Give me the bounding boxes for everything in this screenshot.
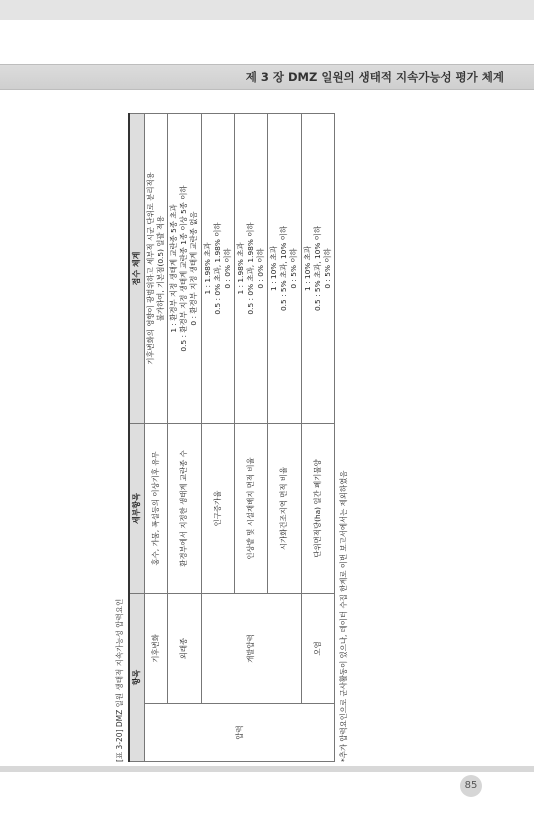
criteria-cell: 1 : 환경부 지정 생태계 교란종 5종 초과 0.5 : 환경부 지정 생태계 교란종 1종 이상 5종 이하 0 : 환경부 지정 생태계 교란종 없음 [168,114,201,424]
page-number: 85 [460,775,482,797]
chapter-header [0,64,534,90]
category-cell: 기후변화 [145,594,168,704]
header-criteria: 점수 체계 [129,114,145,424]
table-row [145,114,168,762]
table-row [201,114,234,762]
group-label: 압력 [145,704,335,762]
item-cell: 단위면적당(ha) 일간 폐기물양 [301,424,334,594]
category-cell: 오염 [301,594,334,704]
item-cell: 홍수, 가뭄, 폭설등의 이상기후 유무 [145,424,168,594]
item-cell: 인구증가율 [201,424,234,594]
header-category: 항목 [129,594,145,762]
chapter-title: 제 3 장 DMZ 일원의 생태적 지속가능성 평가 체계 [245,70,504,84]
criteria-cell: 1 : 1.98% 초과 0.5 : 0% 초과, 1.98% 이하 0 : 0% 이하 [201,114,234,424]
criteria-cell: 1 : 10% 초과 0.5 : 5% 초과, 10% 이하 0 : 5% 이하 [268,114,301,424]
table-header-row [129,114,145,762]
criteria-cell: 1 : 10% 초과 0.5 : 5% 초과, 10% 이하 0 : 5% 이하 [301,114,334,424]
table-row [301,114,334,762]
item-cell: 인상밭 및 시설재배지 면적 비율 [234,424,267,594]
item-cell: 환경부에서 지정한 생태계 교란종 수 [168,424,201,594]
header-item: 세부항목 [129,424,145,594]
category-cell: 개발압력 [201,594,301,704]
top-rule [0,0,534,20]
pressure-table [128,113,335,762]
item-cell: 시가화건조지역 면적 비율 [268,424,301,594]
criteria-cell: 1 : 1.98% 초과 0.5 : 0% 초과, 1.98% 이하 0 : 0% 이하 [234,114,267,424]
criteria-cell: 기후변화의 영향이 광범위하고 세부적 시군 단위로 분리적용 불가하여, 기본점(0.5) 일괄 적용 [145,114,168,424]
table-caption: [표 3-20] DMZ 일원 생태적 지속가능성 압력요인 [115,598,124,762]
table-row [168,114,201,762]
footer-rule [0,766,534,772]
category-cell: 외래종 [168,594,201,704]
rotated-table-block [115,112,355,762]
table-footnote: *추가 압력요인으로 군사활동이 있으나, 데이터 수집 한계로 이번 보고서에서는 제외하였음 [339,470,348,762]
